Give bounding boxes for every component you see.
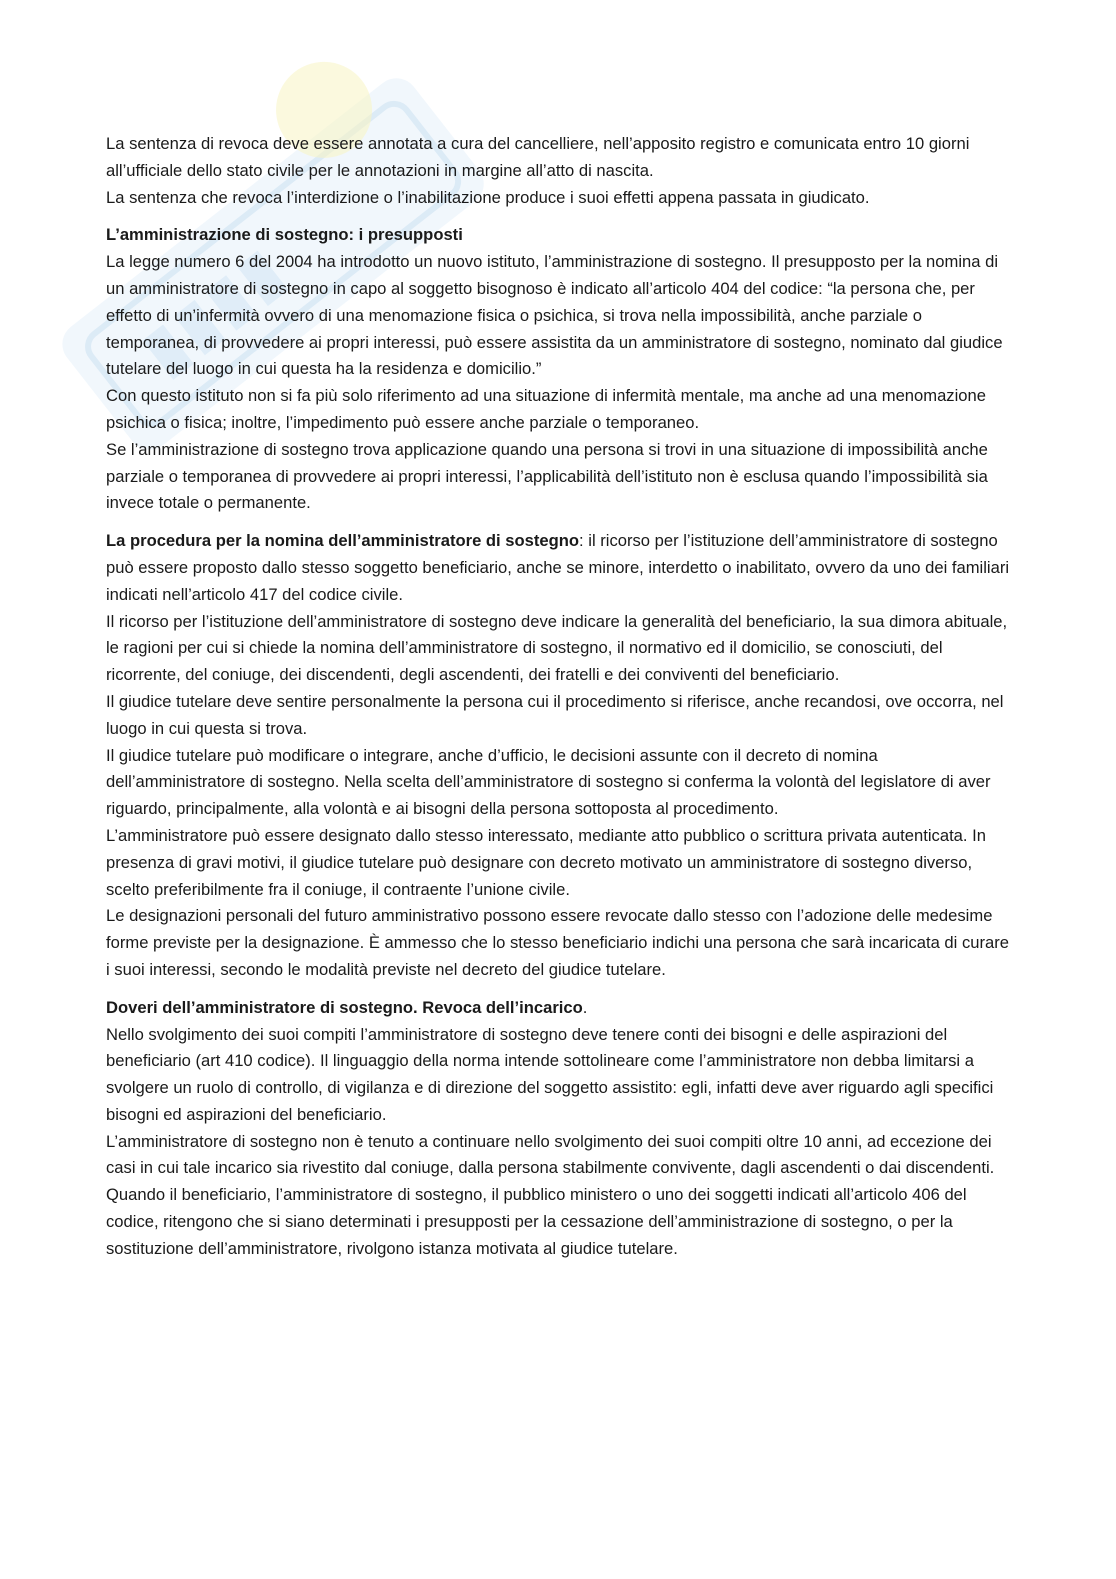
section-heading: L’amministrazione di sostegno: i presupposti <box>106 225 463 245</box>
paragraph: La legge numero 6 del 2004 ha introdotto un nuovo istituto, l’amministrazione di sostegno. Il presupposto per la nomina di un amministratore di sostegno in capo al soggetto bisognoso è indicato all’articolo 404 del codice: “la persona che, per effetto di un’infermità ovvero di una menomazione fisica o psichica, si trova nella impossibilità, anche parziale o temporanea, di provvedere ai propri interessi, può essere assistita da un amministratore di sostegno, nominato dal giudice tutelare del luogo in cui questa ha la residenza e domicilio.” <box>106 252 1003 379</box>
paragraph: La sentenza che revoca l’interdizione o l’inabilitazione produce i suoi effetti appena passata in giudicato. <box>106 187 870 207</box>
section-doveri <box>106 995 1011 1263</box>
lead-paragraph <box>106 528 1011 608</box>
paragraph: Con questo istituto non si fa più solo riferimento ad una situazione di infermità mentale, ma anche ad una menomazione psichica o fisica; inoltre, l’impedimento può essere anche parziale o temporaneo. <box>106 386 986 432</box>
section-presupposti <box>106 222 1011 517</box>
section-heading: Doveri dell’amministratore di sostegno. Revoca dell’incarico <box>106 997 583 1017</box>
section-revoca <box>106 131 1011 211</box>
document-body <box>106 131 1011 1263</box>
paragraph: Il giudice tutelare deve sentire personalmente la persona cui il procedimento si riferisce, anche recandosi, ove occorra, nel luogo in cui questa si trova. <box>106 691 1004 738</box>
paragraph: Quando il beneficiario, l’amministratore di sostegno, il pubblico ministero o uno dei soggetti indicati all’articolo 406 del codice, ritengono che si siano determinati i presupposti per la cessazione dell’amministrazione di sostegno, o per la sostituzione dell’amministratore, rivolgono istanza motivata al giudice tutelare. <box>106 1185 967 1258</box>
heading-line <box>106 995 1011 1022</box>
paragraph: Il giudice tutelare può modificare o integrare, anche d’ufficio, le decisioni assunte con il decreto di nomina dell’amministratore di sostegno. Nella scelta dell’amministratore di sostegno si conferma la volontà del legislatore di aver riguardo, principalmente, alla volontà e ai bisogni della persona sottoposta al procedimento. <box>106 745 991 819</box>
paragraph: Se l’amministrazione di sostegno trova applicazione quando una persona si trovi in una situazione di impossibilità anche parziale o temporanea di provvedere ai propri interessi, l’applicabilità dell’istituto non è esclusa quando l’impossibilità sia invece totale o permanente. <box>106 439 988 513</box>
inline-heading: La procedura per la nomina dell’amministratore di sostegno <box>106 531 580 551</box>
paragraph: Le designazioni personali del futuro amministrativo possono essere revocate dallo stesso con l’adozione delle medesime forme previste per la designazione. È ammesso che lo stesso beneficiario indichi una persona che sarà incaricata di curare i suoi interessi, secondo le modalità previste nel decreto del giudice tutelare. <box>106 906 1009 979</box>
lead-text: : il ricorso per l’istituzione dell’amministratore di sostegno può essere proposto dallo stesso soggetto beneficiario, anche se minore, interdetto o inabilitato, ovvero da uno dei familiari indicati nell’articolo 417 del codice civile. <box>106 531 1010 604</box>
heading-suffix: . <box>582 997 588 1017</box>
paragraph: L’amministratore può essere designato dallo stesso interessato, mediante atto pubblico o scrittura privata autenticata. In presenza di gravi motivi, il giudice tutelare può designare con decreto motivato un amministratore di sostegno diverso, scelto preferibilmente fra il coniuge, il contraente l’unione civile. <box>106 825 986 899</box>
section-procedura <box>106 528 1011 984</box>
paragraph: L’amministratore di sostegno non è tenuto a continuare nello svolgimento dei suoi compiti oltre 10 anni, ad eccezione dei casi in cui tale incarico sia rivestito dal coniuge, dalla persona stabilmente convivente, dagli ascendenti o dai discendenti. <box>106 1131 995 1178</box>
paragraph: La sentenza di revoca deve essere annotata a cura del cancelliere, nell’apposito registro e comunicata entro 10 giorni all’ufficiale dello stato civile per le annotazioni in margine all’atto di nascita. <box>106 134 970 180</box>
paragraph: Nello svolgimento dei suoi compiti l’amministratore di sostegno deve tenere conti dei bisogni e delle aspirazioni del beneficiario (art 410 codice). Il linguaggio della norma intende sottolineare come l’amministratore non debba limitarsi a svolgere un ruolo di controllo, di vigilanza e di direzione del soggetto assistito: egli, infatti deve aver riguardo agli specifici bisogni ed aspirazioni del beneficiario. <box>106 1024 994 1124</box>
paragraph: Il ricorso per l’istituzione dell’amministratore di sostegno deve indicare la generalità del beneficiario, la sua dimora abituale, le ragioni per cui si chiede la nomina dell’amministratore di sostegno, il normativo ed il domicilio, se conosciuti, del ricorrente, del coniuge, dei discendenti, degli ascendenti, dei fratelli e dei conviventi del beneficiario. <box>106 611 1008 685</box>
